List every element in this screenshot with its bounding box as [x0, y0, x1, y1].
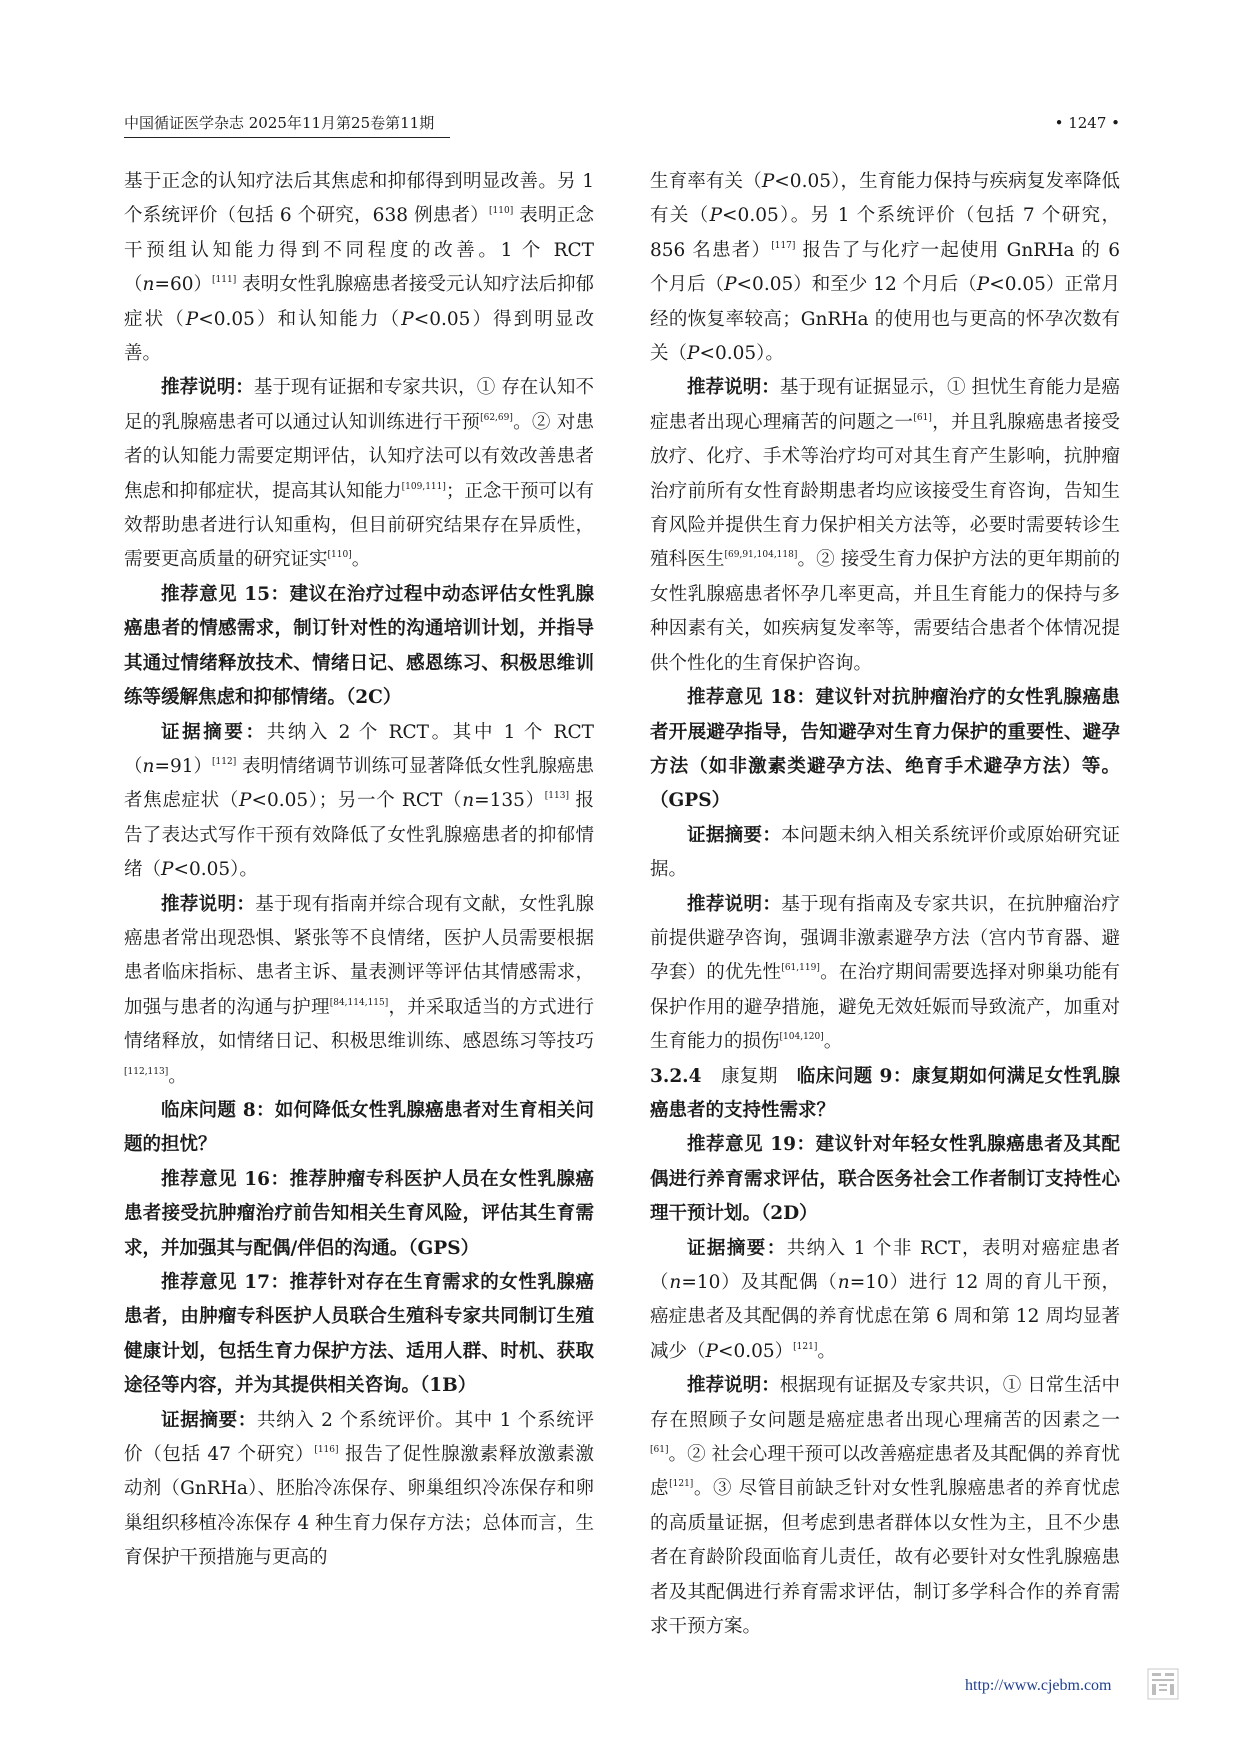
italic-symbol: n: [142, 274, 155, 296]
text-run: <0.05）和认知能力（: [198, 308, 402, 330]
text-run: <0.05）得到明显改善。: [124, 308, 594, 365]
paragraph-r3: [650, 681, 1120, 819]
text-run: =10）进行 12 周的育儿干预，癌症患者及其配偶的养育忧虑在第 6 周和第 12 周均显著减少（: [650, 1272, 1120, 1362]
paragraph-l6: [124, 1094, 594, 1163]
italic-symbol: n: [142, 755, 155, 777]
bold-text: 证据摘要：: [161, 721, 267, 743]
citation-ref: [112]: [212, 756, 237, 767]
italic-symbol: P: [687, 343, 700, 365]
text-run: <0.05）。另 1 个系统评价（包括 7 个研究，856 名患者）: [650, 205, 1120, 261]
text-run: 基于现有指南及专家共识，在抗肿瘤治疗前提供避孕咨询，强调非激素避孕方法（宫内节育器、避孕套）的优先性: [650, 893, 1120, 984]
paragraph-r5: [650, 888, 1120, 1060]
text-run: <0.05）正常月经的恢复率较高；GnRHa 的使用也与更高的怀孕次数有关（: [650, 274, 1120, 365]
text-run: <0.05）和至少 12 个月后（: [736, 274, 977, 296]
text-run: 共纳入 1 个非 RCT，表明对癌症患者（: [650, 1237, 1120, 1293]
paragraph-l4: [124, 716, 594, 888]
text-run: 。② 接受生育力保护方法的更年期前的女性乳腺癌患者怀孕几率更高，并且生育能力的保持与多种因素有关，如疾病复发率等，需要结合患者个体情况提供个性化的生育保护咨询。: [650, 549, 1120, 674]
italic-symbol: P: [709, 205, 723, 227]
paragraph-l1: [124, 165, 594, 371]
text-run: <0.05）；另一个 RCT（: [251, 790, 463, 812]
citation-ref: [109,111]: [401, 481, 446, 492]
text-run: 。③ 尽管目前缺乏针对女性乳腺癌患者的养育忧虑的高质量证据，但考虑到患者群体以女性为主，且不少患者在育龄阶段面临育儿责任，故有必要针对女性乳腺癌患者及其配偶进行养育需求评估，制订多学科合作的养育需求干预方案。: [650, 1478, 1120, 1638]
bold-text: 推荐说明：: [161, 893, 256, 915]
text-run: =91）: [154, 755, 213, 777]
italic-symbol: n: [837, 1272, 850, 1293]
text-run: 康复期: [720, 1065, 797, 1087]
text-run: 。② 社会心理干预可以改善癌症患者及其配偶的养育忧虑: [650, 1444, 1120, 1500]
text-run: =135）: [474, 790, 545, 812]
bold-text: 推荐说明：: [687, 893, 782, 915]
citation-ref: [121]: [669, 1479, 694, 1490]
bold-text: 推荐说明：: [687, 377, 780, 399]
journal-logo-icon: [1147, 1668, 1179, 1700]
italic-symbol: P: [761, 171, 775, 192]
citation-ref: [110]: [327, 550, 352, 561]
bold-text: 证据摘要：: [687, 824, 782, 846]
text-run: 表明情绪调节训练可显著降低女性乳腺癌患者焦虑症状（: [124, 755, 594, 812]
citation-ref: [61]: [913, 412, 932, 423]
text-run: 。② 对患者的认知能力需要定期评估，认知疗法可以有效改善患者焦虑和抑郁症状，提高其认知能力: [124, 411, 594, 502]
citation-ref: [62,69]: [480, 412, 513, 423]
citation-ref: [117]: [771, 240, 796, 251]
italic-symbol: P: [401, 308, 414, 330]
text-run: 生育率有关（: [650, 171, 762, 192]
paragraph-l9: [124, 1404, 594, 1576]
paragraph-l2: [124, 371, 594, 577]
paragraph-r2: [650, 371, 1120, 681]
citation-ref: [69,91,104,118]: [724, 550, 798, 561]
paragraph-r4: [650, 819, 1120, 888]
bold-text: 临床问题 8：如何降低女性乳腺癌患者对生育相关问题的担忧？: [124, 1099, 594, 1156]
paragraph-r7: [650, 1128, 1120, 1231]
text-run: =10）及其配偶（: [681, 1272, 838, 1293]
citation-ref: [61]: [650, 1445, 669, 1456]
text-run: 共纳入 2 个 RCT。其中 1 个 RCT（: [124, 721, 594, 777]
italic-symbol: n: [462, 790, 475, 812]
italic-symbol: P: [705, 1340, 718, 1362]
text-run: 本问题未纳入相关系统评价或原始研究证据。: [650, 824, 1120, 881]
text-run: ，并且乳腺癌患者接受放疗、化疗、手术等治疗均可对其生育产生影响，抗肿瘤治疗前所有女性育龄期患者均应该接受生育咨询，告知生育风险并提供生育力保护相关方法等，必要时需要转诊生殖科医生: [650, 411, 1120, 571]
italic-symbol: P: [185, 308, 199, 330]
italic-symbol: P: [724, 274, 737, 296]
bold-text: 推荐意见 15：建议在治疗过程中动态评估女性乳腺癌患者的情感需求，制订针对性的沟通培训计划，并指导其通过情绪释放技术、情绪日记、感恩练习、积极思维训练等缓解焦虑和抑郁情绪。（2C）: [124, 583, 594, 709]
left-column: [124, 165, 594, 1576]
bold-text: 证据摘要：: [161, 1409, 257, 1431]
text-run: 报告了促性腺激素释放激素激动剂（GnRHa）、胚胎冷冻保存、卵巢组织冷冻保存和卵巢组织移植冷冻保存 4 种生育力保存方法；总体而言，生育保护干预措施与更高的: [124, 1444, 594, 1569]
text-run: 基于现有证据和专家共识，① 存在认知不足的乳腺癌患者可以通过认知训练进行干预: [124, 377, 594, 433]
text-run: 根据现有证据及专家共识，① 日常生活中存在照顾子女问题是癌症患者出现心理痛苦的因素之一: [650, 1375, 1120, 1431]
text-run: <0.05）: [717, 1340, 794, 1362]
text-run: 报告了表达式写作干预有效降低了女性乳腺癌患者的抑郁情绪（: [124, 790, 594, 881]
paragraph-r8: [650, 1232, 1120, 1370]
italic-symbol: P: [161, 859, 174, 881]
text-run: =60）: [154, 274, 213, 296]
text-run: 。: [823, 1031, 843, 1053]
text-run: 报告了与化疗一起使用 GnRHa 的 6 个月后（: [650, 239, 1120, 296]
text-run: 。: [817, 1340, 836, 1362]
text-run: 基于正念的认知疗法后其焦虑和抑郁得到明显改善。另 1 个系统评价（包括 6 个研究，638 例患者）: [124, 171, 594, 227]
bold-text: 推荐意见 17：推荐针对存在生育需求的女性乳腺癌患者，由肿瘤专科医护人员联合生殖科专家共同制订生殖健康计划，包括生育力保护方法、适用人群、时机、获取途径等内容，并为其提供相关咨询。（1B）: [124, 1272, 594, 1397]
paragraph-r6: [650, 1060, 1120, 1129]
text-run: <0.05），生育能力保持与疾病复发率降低有关（: [650, 171, 1120, 227]
text-run: <0.05）。: [699, 343, 784, 365]
bold-text: 推荐意见 16：推荐肿瘤专科医护人员在女性乳腺癌患者接受抗肿瘤治疗前告知相关生育风险，评估其生育需求，并加强其与配偶/伴侣的沟通。（GPS）: [124, 1168, 594, 1259]
italic-symbol: n: [669, 1272, 682, 1293]
page-number: • 1247 •: [1054, 114, 1120, 132]
paragraph-l8: [124, 1266, 594, 1404]
citation-ref: [104,120]: [779, 1032, 824, 1043]
text-run: ，并采取适当的方式进行情绪释放，如情绪日记、积极思维训练、感恩练习等技巧: [124, 996, 594, 1053]
paragraph-r1: [650, 165, 1120, 371]
paragraph-l5: [124, 888, 594, 1094]
running-header: [124, 112, 1120, 140]
text-run: <0.05）。: [173, 859, 258, 881]
citation-ref: [112,113]: [124, 1066, 169, 1077]
bold-text: 推荐意见 19：建议针对年轻女性乳腺癌患者及其配偶进行养育需求评估，联合医务社会工作者制订支持性心理干预计划。（2D）: [650, 1134, 1120, 1225]
citation-ref: [113]: [544, 791, 569, 802]
text-run: 表明正念干预组认知能力得到不同程度的改善。1 个 RCT（: [124, 205, 594, 296]
citation-ref: [111]: [212, 275, 237, 286]
text-run: 。: [351, 549, 371, 571]
citation-ref: [84,114,115]: [329, 997, 389, 1008]
bold-text: 推荐意见 18：建议针对抗肿瘤治疗的女性乳腺癌患者开展避孕指导，告知避孕对生育力保护的重要性、避孕方法（如非激素类避孕方法、绝育手术避孕方法）等。（GPS）: [650, 687, 1120, 812]
bold-text: 推荐说明：: [161, 377, 254, 399]
text-run: 基于现有证据显示，① 担忧生育能力是癌症患者出现心理痛苦的问题之一: [650, 377, 1120, 433]
bold-text: 推荐说明：: [687, 1375, 780, 1397]
paragraph-r9: [650, 1369, 1120, 1644]
text-run: 。在治疗期间需要选择对卵巢功能有保护作用的避孕措施，避免无效妊娠而导致流产，加重对生育能力的损伤: [650, 962, 1120, 1053]
text-run: 基于现有指南并综合现有文献，女性乳腺癌患者常出现恐惧、紧张等不良情绪，医护人员需要根据患者临床指标、患者主诉、量表测评等评估其情感需求，加强与患者的沟通与护理: [124, 893, 594, 1018]
right-column: [650, 165, 1120, 1644]
journal-info: 中国循证医学杂志 2025年11月第25卷第11期: [124, 112, 450, 138]
italic-symbol: P: [976, 274, 990, 296]
citation-ref: [121]: [793, 1341, 818, 1352]
bold-text: 临床问题 9：康复期如何满足女性乳腺癌患者的支持性需求？: [650, 1065, 1120, 1121]
text-run: 表明女性乳腺癌患者接受元认知疗法后抑郁症状（: [124, 274, 594, 330]
bold-text: 3.2.4: [650, 1065, 721, 1087]
bold-text: 证据摘要：: [687, 1237, 787, 1259]
paragraph-l7: [124, 1163, 594, 1266]
citation-ref: [116]: [314, 1445, 339, 1456]
citation-ref: [110]: [489, 206, 514, 217]
citation-ref: [61,119]: [781, 963, 820, 974]
italic-symbol: P: [239, 790, 252, 812]
paragraph-l3: [124, 578, 594, 716]
journal-url-link[interactable]: http://www.cjebm.com: [965, 1677, 1112, 1694]
text-run: ；正念干预可以有效帮助患者进行认知重构，但目前研究结果存在异质性，需要更高质量的研究证实: [124, 480, 594, 571]
text-run: 共纳入 2 个系统评价。其中 1 个系统评价（包括 47 个研究）: [124, 1409, 594, 1466]
text-run: 。: [168, 1065, 187, 1087]
